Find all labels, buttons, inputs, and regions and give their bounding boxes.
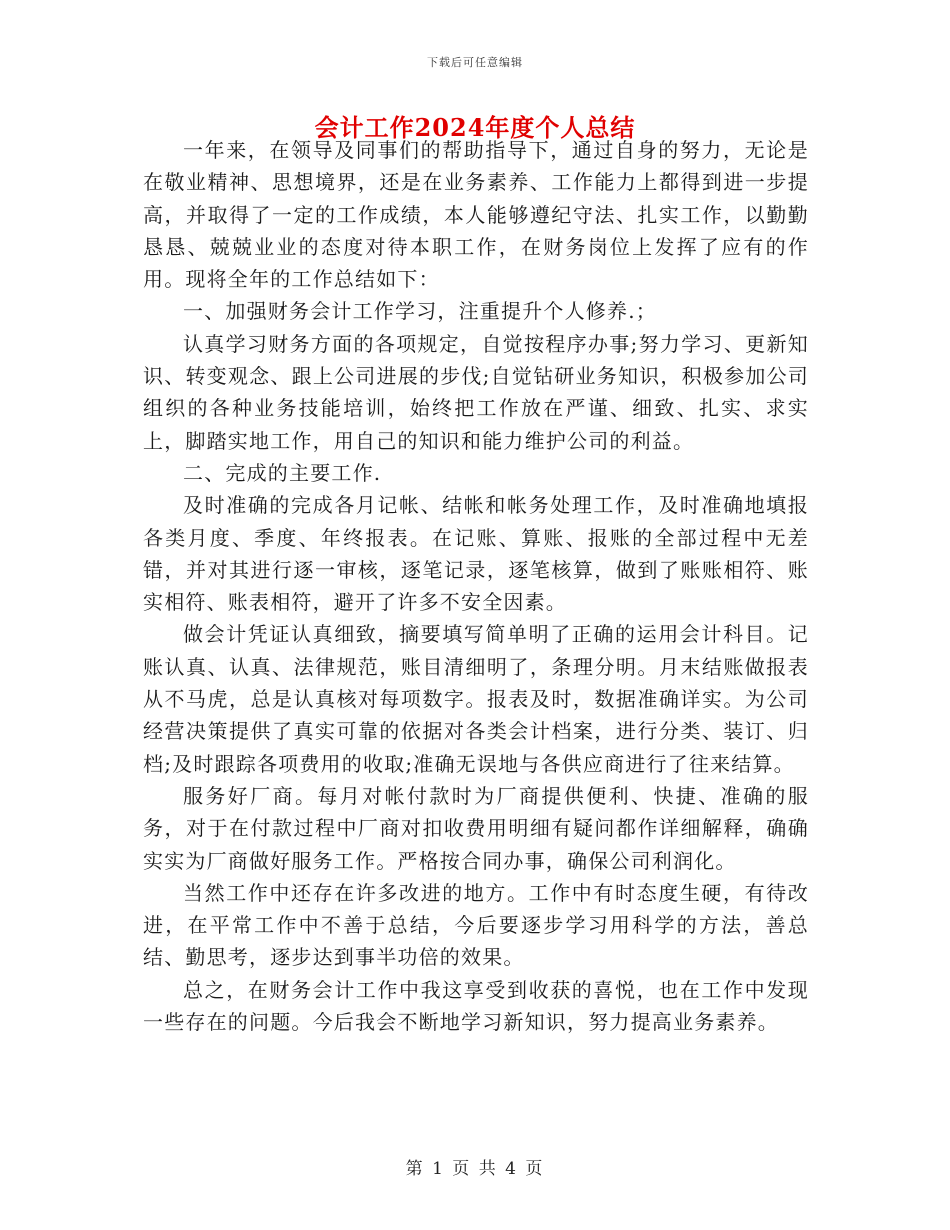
header-note: 下载后可任意编辑 (427, 56, 523, 69)
paragraph-improvements: 当然工作中还存在许多改进的地方。工作中有时态度生硬，有待改进，在平常工作中不善于总结，今后要逐步学习用科学的方法，善总结、勤思考，逐步达到事半功倍的效果。 (143, 880, 809, 970)
paragraph-intro: 一年来，在领导及同事们的帮助指导下，通过自身的努力，无论是在敬业精神、思想境界，还是在业务素养、工作能力上都得到进一步提高，并取得了一定的工作成绩，本人能够遵纪守法、扎实工作，以勤勤恳恳、兢兢业业的态度对待本职工作，在财务岗位上发挥了应有的作用。现将全年的工作总结如下： (143, 138, 809, 292)
document-title: 会计工作2024年度个人总结 (314, 113, 636, 142)
paragraph-vendors: 服务好厂商。每月对帐付款时为厂商提供便利、快捷、准确的服务，对于在付款过程中厂商对扣收费用明细有疑问都作详细解释，确确实实为厂商做好服务工作。严格按合同办事，确保公司利润化。 (143, 783, 809, 873)
document-body (143, 134, 809, 1038)
paragraph-conclusion: 总之，在财务会计工作中我这享受到收获的喜悦，也在工作中发现一些存在的问题。今后我会不断地学习新知识，努力提高业务素养。 (143, 977, 809, 1035)
paragraph-vouchers: 做会计凭证认真细致，摘要填写简单明了正确的运用会计科目。记账认真、认真、法律规范，账目清细明了，条理分明。月末结账做报表从不马虎，总是认真核对每项数字。报表及时，数据准确详实。为公司经营决策提供了真实可靠的依据对各类会计档案，进行分类、装订、归档;及时跟踪各项费用的收取;准确无误地与各供应商进行了往来结算。 (143, 622, 809, 776)
section-heading-2: 二、完成的主要工作. (183, 460, 382, 485)
section-heading-1: 一、加强财务会计工作学习，注重提升个人修养.； (183, 299, 657, 324)
paragraph-bookkeeping: 及时准确的完成各月记帐、结帐和帐务处理工作，及时准确地填报各类月度、季度、年终报表。在记账、算账、报账的全部过程中无差错，并对其进行逐一审核，逐笔记录，逐笔核算，做到了账账相符、账实相符、账表相符，避开了许多不安全因素。 (143, 493, 809, 615)
page-footer: 第 1 页 共 4 页 (405, 1159, 545, 1179)
paragraph-study: 认真学习财务方面的各项规定，自觉按程序办事;努力学习、更新知识、转变观念、跟上公司进展的步伐;自觉钻研业务知识，积极参加公司组织的各种业务技能培训，始终把工作放在严谨、细致、扎实、求实上，脚踏实地工作，用自己的知识和能力维护公司的利益。 (143, 331, 809, 453)
